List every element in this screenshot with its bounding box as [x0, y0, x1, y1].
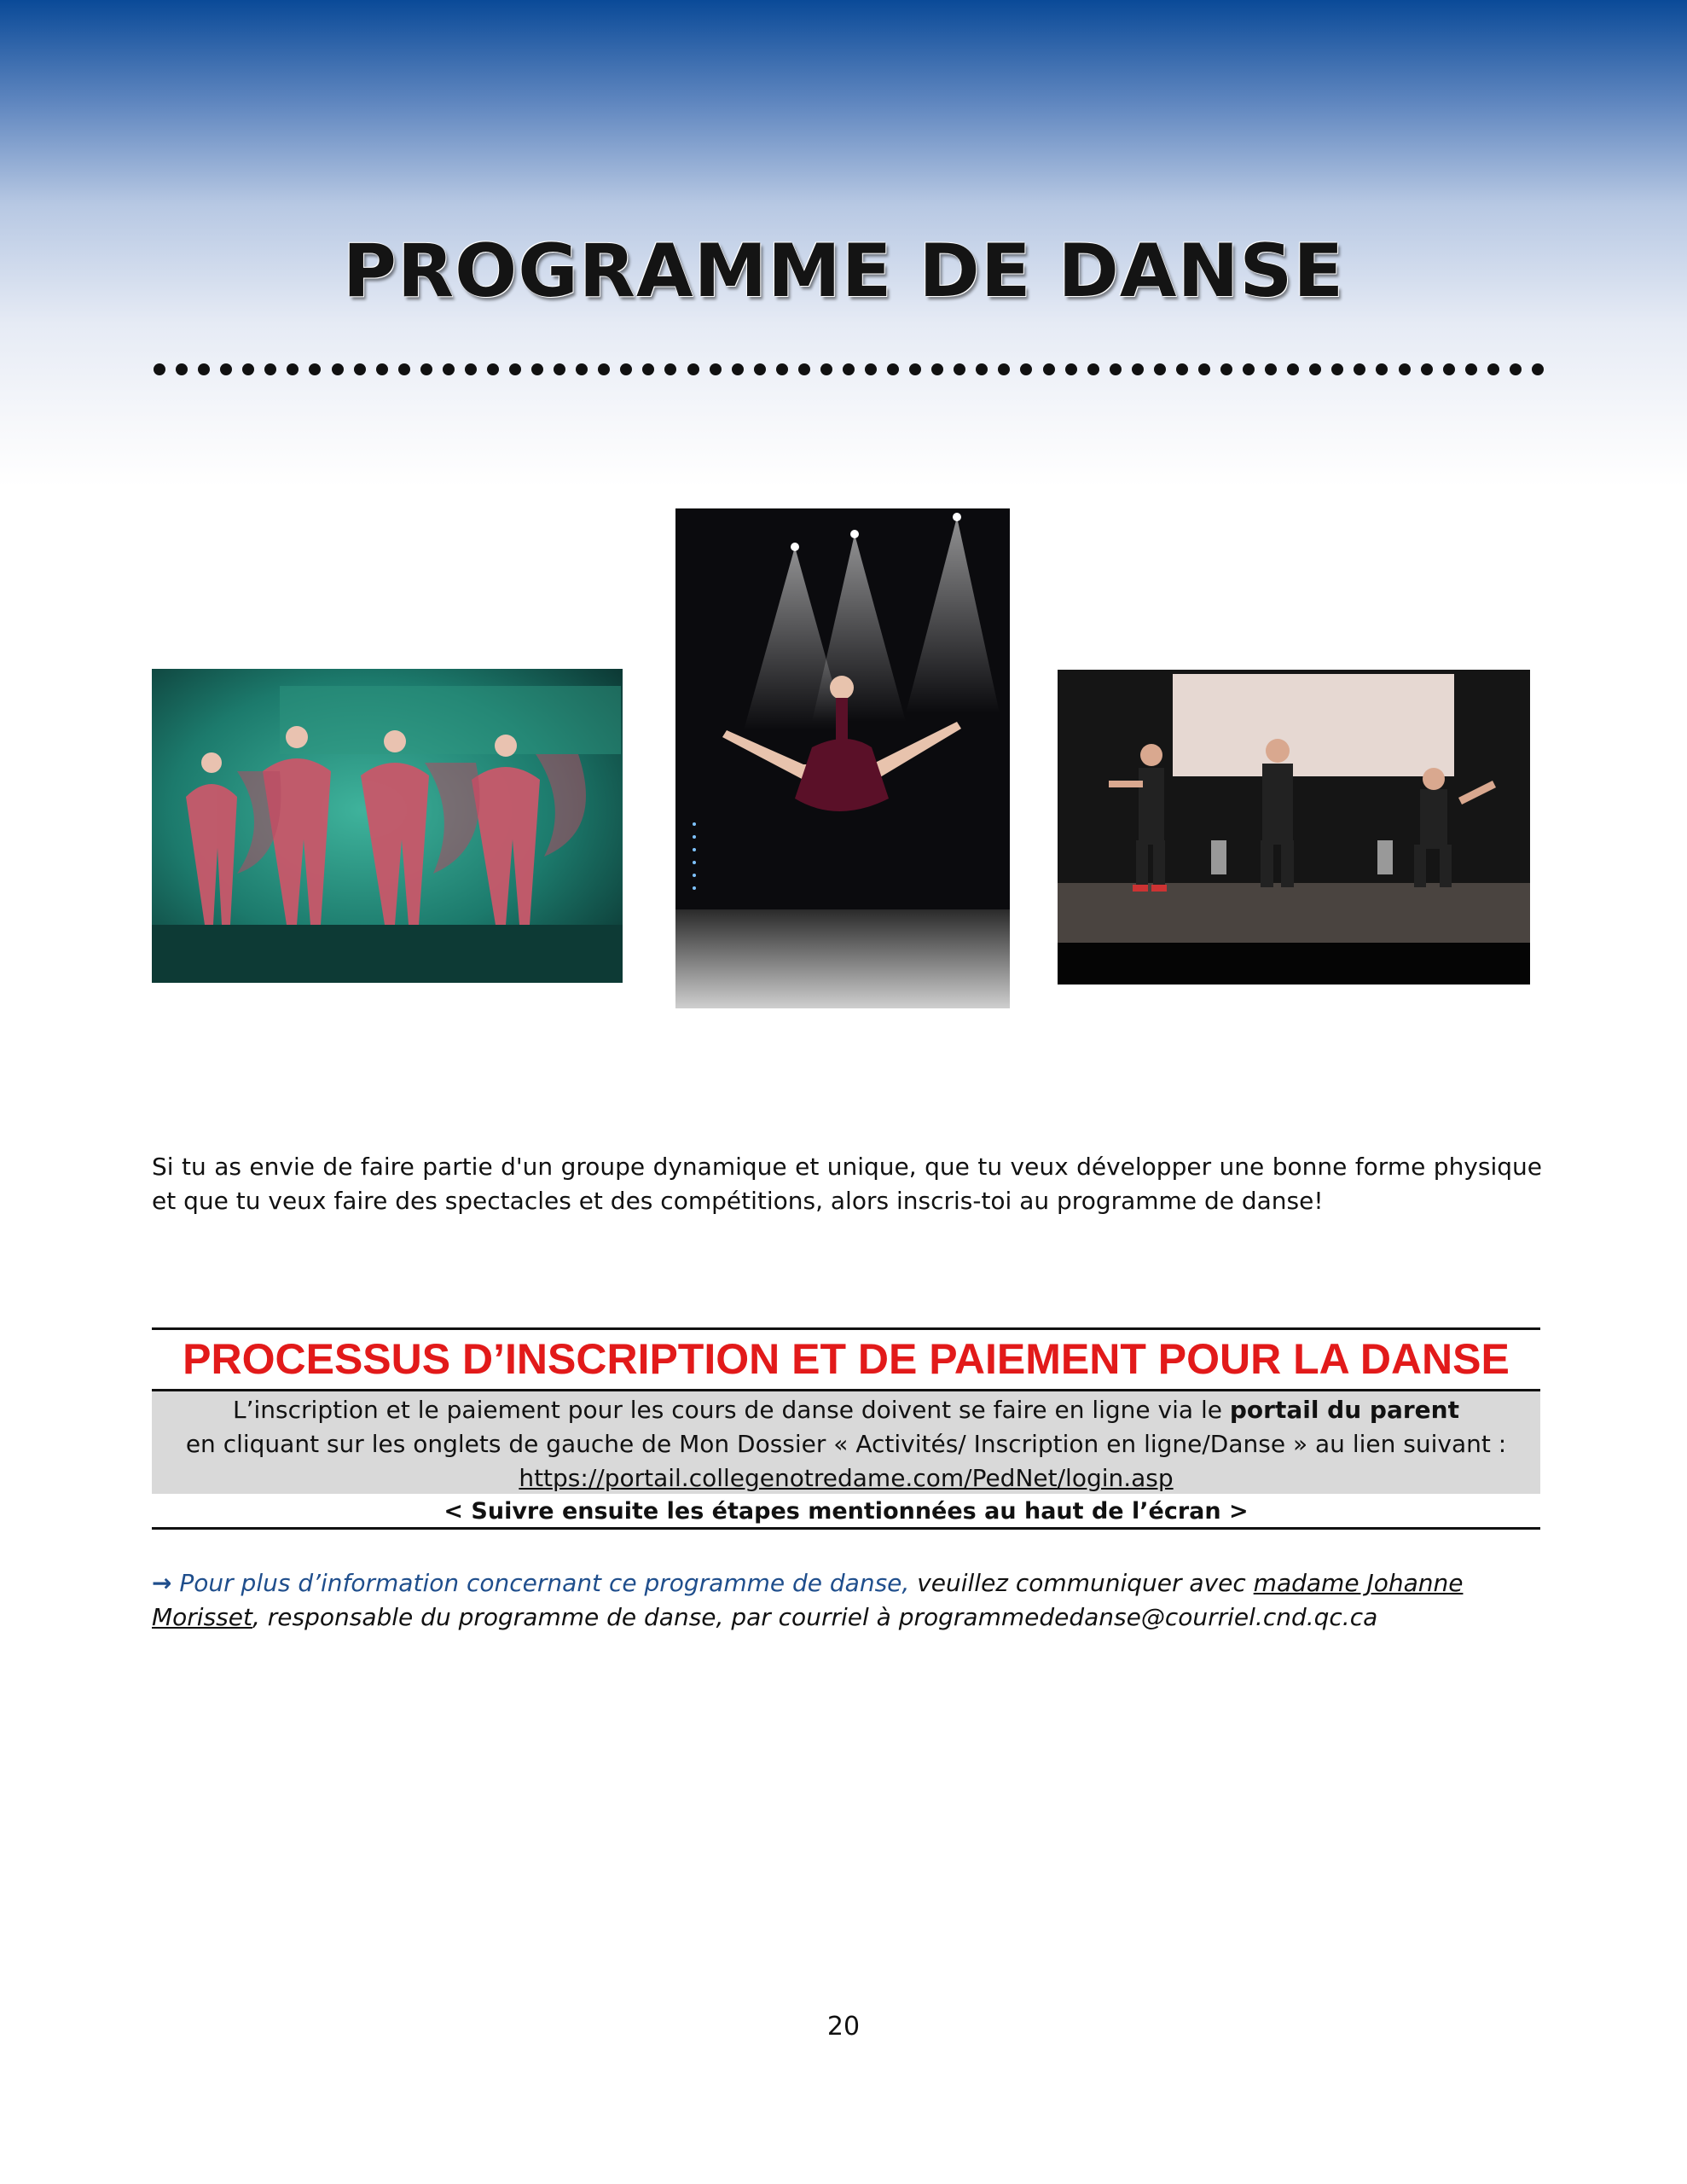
separator-dot [264, 363, 276, 375]
separator-dot [1020, 363, 1032, 375]
separator-dot [220, 363, 232, 375]
separator-dot [820, 363, 832, 375]
dancer-leap-photo [675, 508, 1010, 1008]
process-heading: PROCESSUS D’INSCRIPTION ET DE PAIEMENT POUR LA DANSE [183, 1335, 1510, 1383]
contact-person-name: madame Johanne Morisset [152, 1569, 1464, 1631]
registration-line-1 [152, 1393, 1540, 1427]
separator-dot [710, 363, 722, 375]
separator-dot [598, 363, 610, 375]
separator-dot [287, 363, 299, 375]
separator-dot [1198, 363, 1210, 375]
separator-dot [1354, 363, 1365, 375]
separator-dot [531, 363, 543, 375]
separator-dot [1331, 363, 1343, 375]
portal-link[interactable]: https://portail.collegenotredame.com/PedNet/login.asp [519, 1464, 1174, 1492]
registration-line-1-text: L’inscription et le paiement pour les cours de danse doivent se faire en ligne via le [233, 1396, 1230, 1424]
contact-info [152, 1566, 1542, 1635]
separator-dot [1154, 363, 1166, 375]
separator-dot [1265, 363, 1277, 375]
separator-dot [1399, 363, 1411, 375]
separator-dot [354, 363, 366, 375]
separator-dot [1065, 363, 1077, 375]
separator-dot [954, 363, 965, 375]
separator-dot [1421, 363, 1433, 375]
steps-note: < Suivre ensuite les étapes mentionnées au haut de l’écran > [443, 1498, 1249, 1525]
arrow-right-icon: → [152, 1569, 172, 1597]
page-number: 20 [826, 2012, 861, 2042]
separator-dot [465, 363, 477, 375]
separator-dot [376, 363, 388, 375]
separator-dot [509, 363, 521, 375]
contact-rest: , responsable du programme de danse, par courriel à programmededanse@courriel.cnd.qc.ca [252, 1603, 1378, 1631]
separator-dot [642, 363, 654, 375]
separator-dot [798, 363, 810, 375]
separator-dot [1443, 363, 1455, 375]
separator-dot [687, 363, 699, 375]
separator-dot [1532, 363, 1544, 375]
separator-dot [176, 363, 188, 375]
separator-dot [198, 363, 210, 375]
dotted-separator [154, 357, 1544, 382]
dance-group-photo [152, 669, 623, 983]
separator-dot [976, 363, 988, 375]
separator-dot [420, 363, 432, 375]
separator-dot [1287, 363, 1299, 375]
intro-paragraph: Si tu as envie de faire partie d'un groupe dynamique et unique, que tu veux développer une bonne forme physique et que tu veux faire des spectacles et des compétitions, alors inscris-toi au programme de danse! [152, 1153, 1542, 1215]
separator-dot [398, 363, 410, 375]
contact-lead: Pour plus d’information concernant ce programme de danse, [179, 1569, 910, 1597]
separator-dot [1487, 363, 1499, 375]
separator-dot [776, 363, 788, 375]
registration-line-2: en cliquant sur les onglets de gauche de Mon Dossier « Activités/ Inscription en ligne/Danse » au lien suivant : [185, 1430, 1507, 1458]
separator-dot [865, 363, 877, 375]
separator-dot [931, 363, 943, 375]
separator-dot [309, 363, 321, 375]
registration-line-3 [152, 1461, 1540, 1496]
separator-dot [664, 363, 676, 375]
separator-dot [909, 363, 921, 375]
separator-dot [1176, 363, 1188, 375]
separator-dot [332, 363, 344, 375]
separator-dot [620, 363, 632, 375]
separator-dot [1465, 363, 1477, 375]
separator-dot [754, 363, 766, 375]
separator-dot [576, 363, 588, 375]
divider-bottom [152, 1527, 1540, 1530]
separator-dot [1220, 363, 1232, 375]
separator-dot [154, 363, 165, 375]
separator-dot [1243, 363, 1255, 375]
divider-top [152, 1327, 1540, 1330]
page-title: PROGRAMME DE DANSE [342, 229, 1345, 314]
separator-dot [443, 363, 455, 375]
hiphop-dancers-photo [1058, 670, 1530, 985]
separator-dot [732, 363, 744, 375]
separator-dot [1510, 363, 1522, 375]
contact-mid: veuillez communiquer avec [909, 1569, 1254, 1597]
separator-dot [887, 363, 899, 375]
separator-dot [843, 363, 855, 375]
separator-dot [554, 363, 565, 375]
separator-dot [998, 363, 1010, 375]
separator-dot [1043, 363, 1055, 375]
separator-dot [1132, 363, 1144, 375]
separator-dot [1309, 363, 1321, 375]
separator-dot [487, 363, 499, 375]
separator-dot [1376, 363, 1388, 375]
parent-portal-label: portail du parent [1229, 1396, 1459, 1424]
separator-dot [242, 363, 254, 375]
separator-dot [1110, 363, 1122, 375]
separator-dot [1087, 363, 1099, 375]
